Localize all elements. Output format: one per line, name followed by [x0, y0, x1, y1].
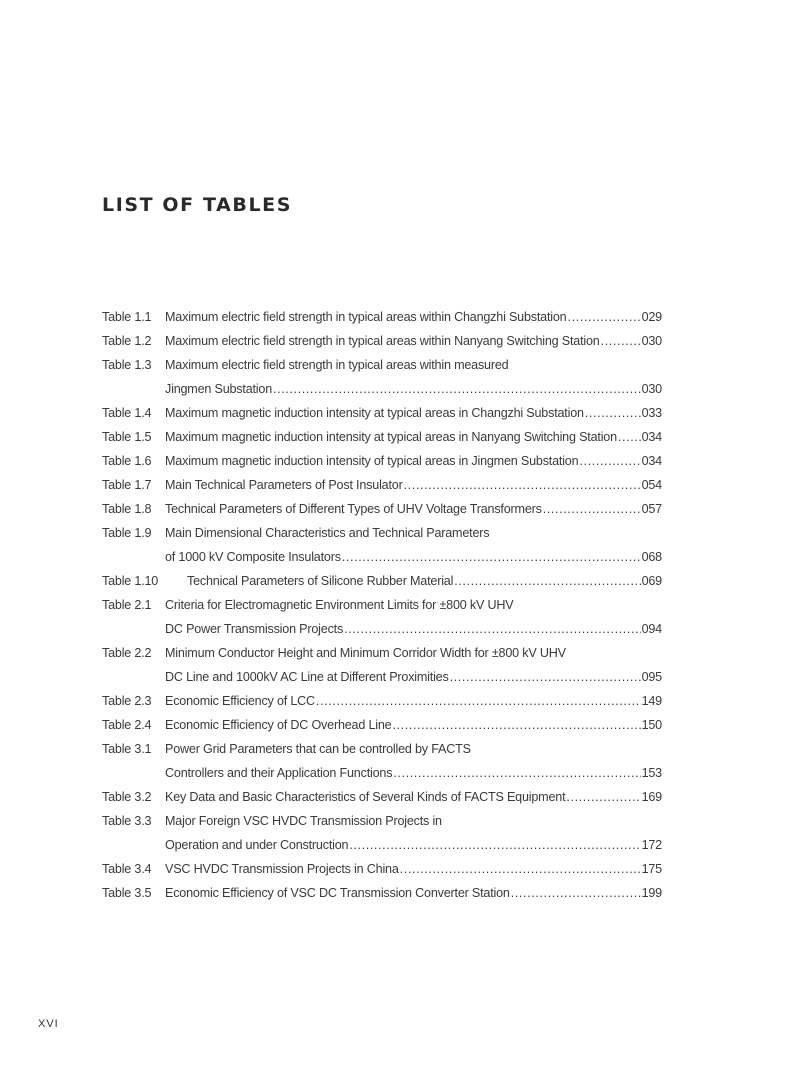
table-label: Table 2.4: [102, 718, 152, 732]
toc-entry-line: [102, 691, 662, 715]
page-reference[interactable]: 175: [641, 862, 662, 876]
page-reference[interactable]: 030: [641, 382, 662, 396]
page-reference[interactable]: 034: [641, 454, 662, 468]
table-label: Table 3.1: [102, 742, 152, 756]
toc-entry[interactable]: [102, 475, 662, 499]
table-title: Key Data and Basic Characteristics of Several Kinds of FACTS Equipment: [165, 790, 566, 804]
toc-entry-line: [102, 763, 662, 787]
toc-entry[interactable]: [102, 307, 662, 331]
table-label: Table 1.1: [102, 310, 152, 324]
table-label: Table 1.5: [102, 430, 152, 444]
page-reference[interactable]: 172: [641, 838, 662, 852]
toc-entry-line: [102, 331, 662, 355]
table-label: Table 3.2: [102, 790, 152, 804]
table-label: Table 1.6: [102, 454, 152, 468]
table-title: Maximum electric field strength in typical areas within measured: [165, 358, 509, 372]
toc-entry-line: [102, 499, 662, 523]
table-title: Maximum electric field strength in typical areas within Changzhi Substation: [165, 310, 567, 324]
table-title: VSC HVDC Transmission Projects in China: [165, 862, 399, 876]
table-label: Table 1.3: [102, 358, 152, 372]
dot-leader: [585, 403, 641, 423]
page-reference[interactable]: 094: [641, 622, 662, 636]
toc-entry-line: [102, 547, 662, 571]
toc-entry-line: [102, 379, 662, 403]
toc-entry-line: [102, 715, 662, 739]
dot-leader: [342, 547, 641, 567]
toc-entry[interactable]: [102, 883, 662, 907]
toc-entry-line: [102, 619, 662, 643]
toc-entry-line: [102, 883, 662, 907]
page-reference[interactable]: 149: [641, 694, 662, 708]
dot-leader: [566, 787, 640, 807]
table-title: Maximum magnetic induction intensity at typical areas in Nanyang Switching Station: [165, 430, 617, 444]
dot-leader: [450, 667, 641, 687]
dot-leader: [400, 859, 641, 879]
toc-entry-line: [102, 835, 662, 859]
toc-entry-line: [102, 571, 662, 595]
table-label: Table 1.8: [102, 502, 152, 516]
toc-entry-line: [102, 307, 662, 331]
toc-entry[interactable]: [102, 499, 662, 523]
toc-entry[interactable]: [102, 571, 662, 595]
toc-entry-line: [102, 643, 662, 667]
table-title: Jingmen Substation: [165, 382, 273, 396]
toc-entry-line: [102, 403, 662, 427]
toc-entry-line: [102, 859, 662, 883]
table-title: Economic Efficiency of VSC DC Transmission Converter Station: [165, 886, 510, 900]
list-of-tables: [102, 307, 662, 907]
page-title: LIST OF TABLES: [102, 194, 293, 216]
dot-leader: [579, 451, 640, 471]
table-label: Table 1.2: [102, 334, 152, 348]
table-title: DC Line and 1000kV AC Line at Different Proximities: [165, 670, 449, 684]
dot-leader: [392, 715, 640, 735]
page-reference[interactable]: 095: [641, 670, 662, 684]
table-label: Table 3.5: [102, 886, 152, 900]
toc-entry[interactable]: [102, 355, 662, 403]
toc-entry-line: [102, 523, 662, 547]
dot-leader: [393, 763, 640, 783]
dot-leader: [316, 691, 641, 711]
table-title: DC Power Transmission Projects: [165, 622, 344, 636]
dot-leader: [618, 427, 641, 447]
table-title: Main Technical Parameters of Post Insulator: [165, 478, 403, 492]
toc-entry-line: [102, 475, 662, 499]
page-reference[interactable]: 054: [641, 478, 662, 492]
toc-entry[interactable]: [102, 523, 662, 571]
page-reference[interactable]: 169: [641, 790, 662, 804]
table-title: Technical Parameters of Silicone Rubber Material: [187, 574, 454, 588]
table-label: Table 3.3: [102, 814, 152, 828]
page-reference[interactable]: 069: [641, 574, 662, 588]
table-title: Economic Efficiency of LCC: [165, 694, 315, 708]
toc-entry[interactable]: [102, 451, 662, 475]
toc-entry[interactable]: [102, 403, 662, 427]
dot-leader: [404, 475, 641, 495]
page-reference[interactable]: 199: [641, 886, 662, 900]
table-label: Table 2.2: [102, 646, 152, 660]
page-reference[interactable]: 033: [641, 406, 662, 420]
dot-leader: [511, 883, 641, 903]
table-title: Minimum Conductor Height and Minimum Corridor Width for ±800 kV UHV: [165, 646, 566, 660]
table-title: Maximum electric field strength in typical areas within Nanyang Switching Station: [165, 334, 600, 348]
table-title: Operation and under Construction: [165, 838, 349, 852]
toc-entry-line: [102, 595, 662, 619]
table-label: Table 1.7: [102, 478, 152, 492]
table-label: Table 2.3: [102, 694, 152, 708]
toc-entry-line: [102, 811, 662, 835]
toc-entry-line: [102, 739, 662, 763]
toc-entry[interactable]: [102, 859, 662, 883]
table-label: Table 2.1: [102, 598, 152, 612]
dot-leader: [543, 499, 641, 519]
toc-entry[interactable]: [102, 331, 662, 355]
toc-entry[interactable]: [102, 811, 662, 859]
table-title: Major Foreign VSC HVDC Transmission Projects in: [165, 814, 442, 828]
page-reference[interactable]: 057: [641, 502, 662, 516]
table-title: Criteria for Electromagnetic Environment Limits for ±800 kV UHV: [165, 598, 514, 612]
toc-entry[interactable]: [102, 691, 662, 715]
dot-leader: [344, 619, 641, 639]
page-reference[interactable]: 153: [641, 766, 662, 780]
toc-entry[interactable]: [102, 427, 662, 451]
dot-leader: [349, 835, 640, 855]
table-label: Table 1.4: [102, 406, 152, 420]
toc-entry[interactable]: [102, 739, 662, 787]
toc-entry-line: [102, 355, 662, 379]
table-title: Controllers and their Application Functions: [165, 766, 393, 780]
dot-leader: [568, 307, 641, 327]
dot-leader: [454, 571, 640, 591]
page-reference[interactable]: 029: [641, 310, 662, 324]
table-label: Table 1.10: [102, 574, 159, 588]
table-title: Maximum magnetic induction intensity at typical areas in Changzhi Substation: [165, 406, 584, 420]
table-title: Main Dimensional Characteristics and Technical Parameters: [165, 526, 490, 540]
toc-entry-line: [102, 787, 662, 811]
toc-entry[interactable]: [102, 787, 662, 811]
dot-leader: [601, 331, 641, 351]
page-number: XVI: [38, 1018, 59, 1030]
toc-entry-line: [102, 667, 662, 691]
table-title: Economic Efficiency of DC Overhead Line: [165, 718, 392, 732]
toc-entry[interactable]: [102, 595, 662, 643]
toc-entry[interactable]: [102, 643, 662, 691]
table-title: of 1000 kV Composite Insulators: [165, 550, 341, 564]
page-reference[interactable]: 030: [641, 334, 662, 348]
table-label: Table 3.4: [102, 862, 152, 876]
dot-leader: [273, 379, 641, 399]
page-reference[interactable]: 150: [641, 718, 662, 732]
table-title: Technical Parameters of Different Types of UHV Voltage Transformers: [165, 502, 542, 516]
toc-entry-line: [102, 451, 662, 475]
toc-entry-line: [102, 427, 662, 451]
table-title: Maximum magnetic induction intensity of typical areas in Jingmen Substation: [165, 454, 579, 468]
table-title: Power Grid Parameters that can be controlled by FACTS: [165, 742, 471, 756]
toc-entry[interactable]: [102, 715, 662, 739]
page-reference[interactable]: 034: [641, 430, 662, 444]
page-reference[interactable]: 068: [641, 550, 662, 564]
table-label: Table 1.9: [102, 526, 152, 540]
